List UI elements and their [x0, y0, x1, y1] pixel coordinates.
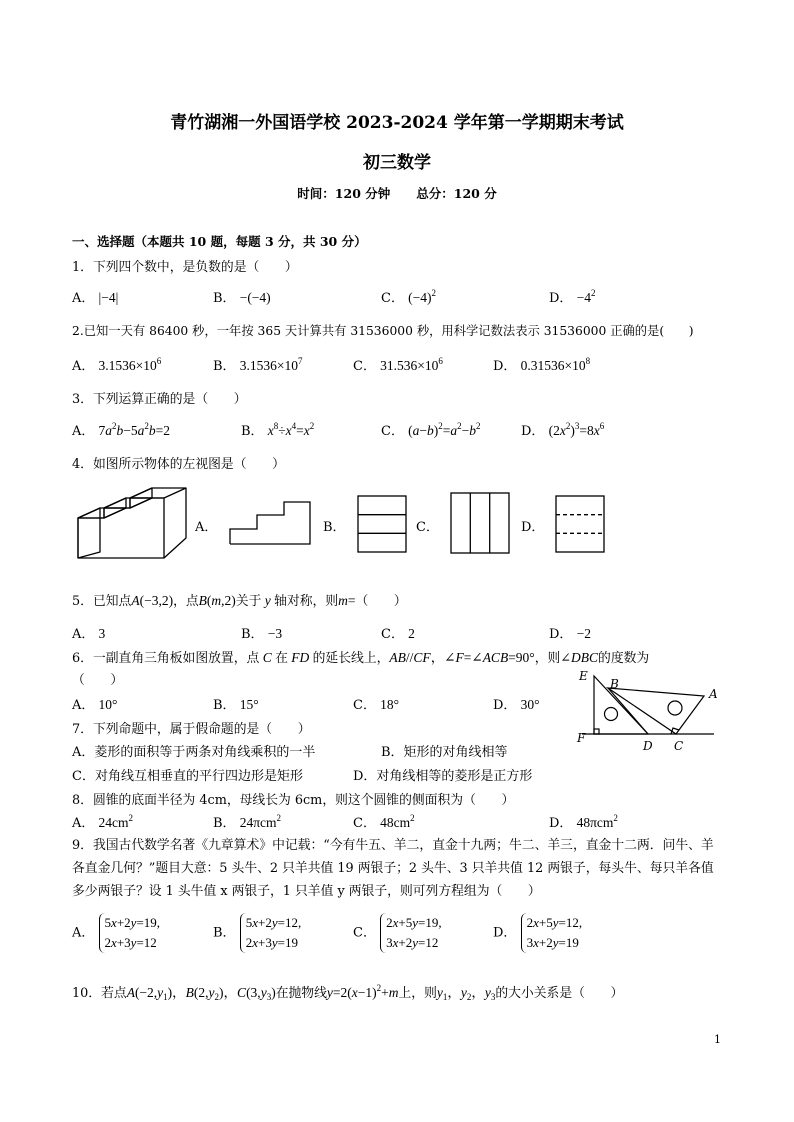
question-6-stem: 6．一副直角三角板如图放置，点 C 在 FD 的延长线上，AB//CF，∠F=∠ACB=90°，则∠DBC的度数为 [72, 650, 650, 666]
q1-option-c: C． $(-4)^2$ [381, 288, 436, 306]
page-number: 1 [714, 1033, 721, 1046]
q5-option-c: C． 2 [381, 626, 415, 642]
question-4-stem: 4．如图所示物体的左视图是（ ） [72, 457, 285, 472]
q5-option-b: B． −3 [241, 626, 283, 642]
question-5-stem: 5．已知点A(−3,2)，点B(m,2)关于 y 轴对称，则m=（ ） [72, 593, 407, 609]
q4-option-d-figure [555, 495, 605, 553]
q4-option-a-label: A． [195, 520, 218, 535]
fig6-label-d: D [643, 739, 653, 753]
section-heading: 一、选择题（本题共 10 题，每题 3 分，共 30 分） [72, 234, 367, 249]
q4-option-c-figure [450, 492, 510, 554]
q8-option-a: A． $24cm^2$ [72, 813, 134, 831]
q2-option-d: D． $0.31536\times 10^8$ [493, 356, 591, 374]
q4-option-b-figure [357, 495, 407, 553]
q9-option-a: A． 5x+2y=19, 2x+3y=12 [72, 913, 160, 953]
q9-option-b: B． 5x+2y=12, 2x+3y=19 [213, 913, 301, 953]
exam-subtitle: 初三数学 [363, 153, 431, 173]
q6-triangle-figure [572, 668, 722, 754]
exam-title: 青竹湖湘一外国语学校 2023-2024 学年第一学期期末考试 [170, 113, 624, 133]
fig6-label-f: F [577, 731, 586, 745]
q9-option-c: C． 2x+5y=19, 3x+2y=12 [353, 913, 442, 953]
q2-option-c: C． $31.536\times 10^6$ [353, 356, 443, 374]
q2-option-b: B． $3.1536\times 10^7$ [213, 356, 303, 374]
fig6-label-e: E [579, 669, 588, 683]
q4-option-d-label: D． [521, 520, 545, 535]
q5-option-a: A． 3 [72, 626, 106, 642]
q8-option-d: D． 48πcm$^2$ [549, 813, 618, 831]
fig6-label-c: C [674, 739, 684, 753]
question-2-stem: 2.已知一天有 86400 秒，一年按 365 天计算共有 31536000 秒，用科学记数法表示 31536000 正确的是( ) [72, 324, 694, 338]
fig6-label-b: B [610, 677, 619, 691]
q1-option-b: B． −(−4) [213, 290, 271, 306]
stairs-3d-figure [76, 488, 188, 558]
q3-option-c: C． $(a-b)^2=a^2-b^2$ [381, 421, 481, 439]
question-9-stem: 9．我国古代数学名著《九章算术》中记载：“今有牛五、羊二，直金十九两；牛二、羊三，直金十二两．问牛、羊各直金几何？”题目大意：5 头牛、2 只羊共值 19 两银子；2 头牛、3 只羊共值 12 两银子，每头牛、每只羊各值多少两银子？设 1 头牛值 x 两银子，1 只羊值 y 两银子，则可列方程组为（ ） [72, 838, 714, 899]
q8-option-c: C． $48cm^2$ [353, 813, 415, 831]
q6-option-b: B． 15° [213, 697, 259, 713]
q3-option-d: D． $(2x^2)^3=8x^6$ [521, 421, 605, 439]
q7-option-d: D．对角线相等的菱形是正方形 [353, 769, 533, 784]
question-1-stem: 1．下列四个数中，是负数的是（ ） [72, 260, 298, 275]
q6-option-c: C． 18° [353, 697, 399, 713]
exam-meta [0, 184, 794, 202]
q7-option-c: C．对角线互相垂直的平行四边形是矩形 [72, 769, 303, 784]
q1-option-d: D． $-4^2$ [549, 288, 596, 306]
q7-option-b: B．矩形的对角线相等 [381, 745, 508, 760]
question-10-stem: 10．若点$A(-2,y_1)$，$B(2,y_2)$，$C(3,y_3)$在抛物线$y=2(x-1)^2+m$上，则$y_1$，$y_2$，$y_3$的大小关系是（ ） [72, 983, 624, 1002]
q8-option-b: B． 24πcm$^2$ [213, 813, 282, 831]
q5-option-d: D． −2 [549, 626, 591, 642]
exam-score: 总分：120 分 [416, 186, 497, 201]
q4-option-c-label: C． [416, 520, 439, 535]
question-3-stem: 3．下列运算正确的是（ ） [72, 392, 247, 407]
q6-option-a: A． 10° [72, 697, 118, 713]
q4-option-b-label: B． [323, 520, 346, 535]
q3-option-b: B． $x^8\div x^4=x^2$ [241, 421, 315, 439]
question-8-stem: 8．圆锥的底面半径为 4cm，母线长为 6cm，则这个圆锥的侧面积为（ ） [72, 793, 515, 808]
q6-option-d: D． 30° [493, 697, 540, 713]
exam-time: 时间：120 分钟 [297, 186, 391, 201]
question-7-stem: 7．下列命题中，属于假命题的是（ ） [72, 722, 311, 737]
q1-option-a: A． |−4| [72, 290, 119, 306]
q2-option-a: A． $3.1536\times 10^6$ [72, 356, 162, 374]
q9-option-d: D． 2x+5y=12, 3x+2y=19 [493, 913, 582, 953]
fig6-label-a: A [709, 687, 718, 701]
question-6-stem-cont: （ ） [72, 673, 124, 688]
q3-option-a: A． $7a^2b-5a^2b=2$ [72, 421, 171, 439]
q7-option-a: A．菱形的面积等于两条对角线乘积的一半 [72, 745, 316, 760]
q4-option-a-figure [229, 501, 311, 545]
